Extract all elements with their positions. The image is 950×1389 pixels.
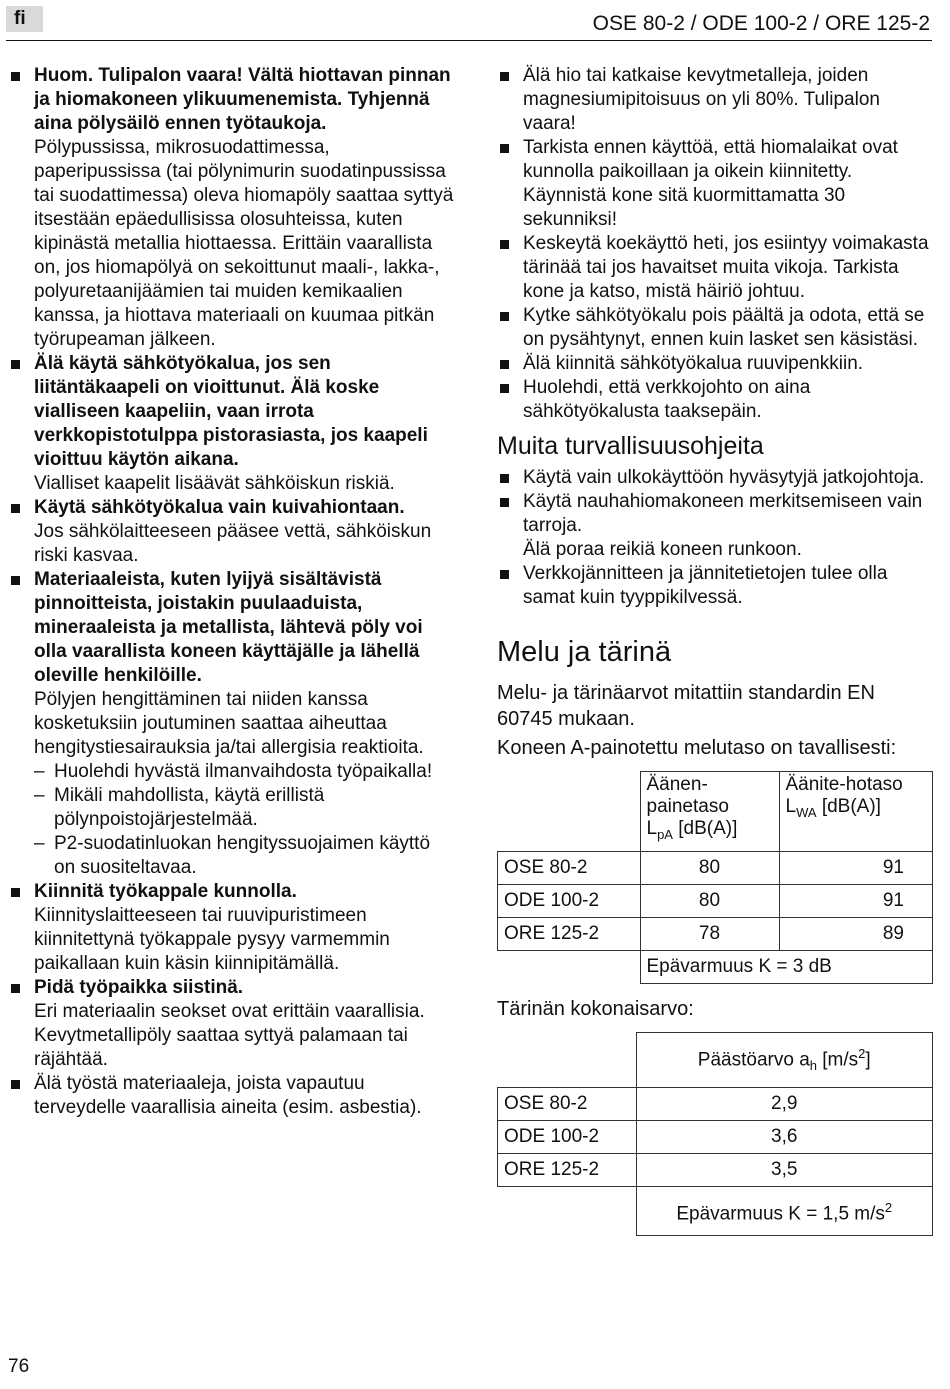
item-text: Jos sähkölaitteeseen pääsee vettä, sähköiskun riski kasvaa. xyxy=(34,521,432,566)
dash-item xyxy=(34,784,456,832)
table-row xyxy=(498,851,933,884)
safety-item xyxy=(497,64,933,136)
table-cell-value: 80 xyxy=(640,851,779,884)
item-bold-text: Pidä työpaikka siistinä. xyxy=(34,977,244,998)
item-text: Eri materiaalin seokset ovat erittäin vaarallisia. Kevytmetallipöly saattaa syttyä palamaan tai räjähtää. xyxy=(34,1001,425,1070)
table-cell-value: 78 xyxy=(640,917,779,950)
item-text: Tarkista ennen käyttöä, että hiomalaikat ovat kunnolla paikoillaan ja oikein kiinnitetty. Käynnistä kone sitä kuormittamatta 30 sekunniksi! xyxy=(523,137,898,230)
table-row xyxy=(498,1186,933,1235)
table-cell-value: 91 xyxy=(779,851,933,884)
item-bold-text: Materiaaleista, kuten lyijyä sisältävistä pinnoitteista, joistakin puulaaduista, mineraaleista ja metallista, lähtevä pöly voi olla vaarallista koneen käyttäjälle ja lähellä oleville henkilöille. xyxy=(34,569,423,686)
safety-item xyxy=(497,376,933,424)
table-cell-value: 2,9 xyxy=(636,1087,933,1120)
header-unit: [m/s xyxy=(817,1049,859,1071)
table-cell-model: OSE 80-2 xyxy=(498,851,641,884)
table-cell-model: ORE 125-2 xyxy=(498,917,641,950)
table-cell-model: ODE 100-2 xyxy=(498,1120,637,1153)
safety-item xyxy=(8,568,456,880)
uncertainty-superscript: 2 xyxy=(884,1199,893,1215)
safety-item xyxy=(8,1072,456,1120)
header-superscript: 2 xyxy=(858,1045,866,1061)
header-subscript: h xyxy=(809,1057,817,1073)
safety-item xyxy=(497,562,933,610)
bullet-icon xyxy=(500,384,509,393)
header-unit: [dB(A)] xyxy=(816,796,881,817)
table-cell-empty xyxy=(498,772,641,852)
item-text: Kytke sähkötyökalu pois päältä ja odota, että se on pysähtynyt, ennen kuin lasket sen käsistäsi. xyxy=(523,305,925,350)
safety-item xyxy=(497,136,933,232)
table-cell-value: 89 xyxy=(779,917,933,950)
header-subscript: pA xyxy=(657,826,673,842)
table-cell-value: 91 xyxy=(779,884,933,917)
dash-mark: – xyxy=(34,761,45,782)
table-header-row xyxy=(498,1032,933,1087)
dash-mark: – xyxy=(34,833,45,854)
table-row xyxy=(498,1153,933,1186)
item-text: Pölypussissa, mikrosuodattimessa, paperipussissa (tai pölynimurin suodatinpussissa tai suodattimessa) oleva hiomapöly saattaa syttyä itsestään epäedullisissa olosuhteissa, kuten kipinästä metallia hiottaessa. Erittäin vaarallista on, jos hiomapölyä on sekoittunut maali-, lakka-, polyuretaanijäämien tai muiden kemikaalien kanssa, ja hiottava materiaali on kuumaa pitkän työrupeaman jälkeen. xyxy=(34,137,454,350)
header-label: Äänen-painetaso xyxy=(646,774,729,817)
header-divider xyxy=(6,40,932,41)
header-bracket: ] xyxy=(865,1049,871,1071)
safety-item xyxy=(8,352,456,496)
safety-item xyxy=(497,352,933,376)
uncertainty-text: Epävarmuus K = 1,5 m/s xyxy=(676,1203,885,1225)
header-label: Äänite-hotaso xyxy=(785,774,903,795)
table-row xyxy=(498,884,933,917)
dash-item xyxy=(34,832,456,880)
item-text: Älä työstä materiaaleja, joista vapautuu terveydelle vaarallisia aineita (esim. asbestia). xyxy=(34,1073,422,1118)
dash-item xyxy=(34,760,456,784)
bullet-icon xyxy=(500,312,509,321)
right-column xyxy=(497,64,933,1236)
table-cell-uncertainty: Epävarmuus K = 3 dB xyxy=(640,950,933,983)
item-text: Pölyjen hengittäminen tai niiden kanssa kosketuksiin joutuminen saattaa aiheuttaa hengitystiesairauksia ja/tai allergisia reaktioita. xyxy=(34,689,424,758)
bullet-icon xyxy=(500,72,509,81)
bullet-icon xyxy=(11,984,20,993)
table-header-row xyxy=(498,772,933,852)
table-cell-model: ODE 100-2 xyxy=(498,884,641,917)
section-heading-noise-vibration: Melu ja tärinä xyxy=(497,636,672,668)
header-label: Päästöarvo a xyxy=(697,1049,810,1071)
page-number: 76 xyxy=(8,1356,30,1377)
dash-item-text: Mikäli mahdollista, käytä erillistä pölynpoistojärjestelmää. xyxy=(54,785,325,830)
table-cell-empty xyxy=(498,1186,637,1235)
header-subscript: WA xyxy=(796,804,817,820)
table-cell-value: 80 xyxy=(640,884,779,917)
noise-table xyxy=(497,771,933,984)
item-bold-text: Käytä sähkötyökalua vain kuivahiontaan. xyxy=(34,497,405,518)
safety-item xyxy=(497,490,933,562)
item-text: Älä poraa reikiä koneen runkoon. xyxy=(523,539,802,560)
table-header-cell xyxy=(636,1032,933,1087)
bullet-icon xyxy=(11,360,20,369)
table-cell-uncertainty xyxy=(636,1186,933,1235)
table-cell-empty xyxy=(498,950,641,983)
header-unit: [dB(A)] xyxy=(672,818,738,839)
table-row xyxy=(498,917,933,950)
safety-item xyxy=(497,232,933,304)
item-text: Älä hio tai katkaise kevytmetalleja, joiden magnesiumipitoisuus on yli 80%. Tulipalon vaara! xyxy=(523,65,880,134)
dash-item-text: P2-suodatinluokan hengityssuojaimen käyttö on suositeltavaa. xyxy=(54,833,431,878)
table-row xyxy=(498,1087,933,1120)
left-column xyxy=(8,64,456,1120)
safety-item xyxy=(8,496,456,568)
table-cell-value: 3,5 xyxy=(636,1153,933,1186)
bullet-icon xyxy=(11,72,20,81)
item-bold-text: Kiinnitä työkappale kunnolla. xyxy=(34,881,297,902)
table-header-cell xyxy=(640,772,779,852)
bullet-icon xyxy=(500,240,509,249)
bullet-icon xyxy=(500,498,509,507)
dash-mark: – xyxy=(34,785,45,806)
table-row xyxy=(498,950,933,983)
bullet-icon xyxy=(11,576,20,585)
bullet-icon xyxy=(500,570,509,579)
bullet-icon xyxy=(500,360,509,369)
section-heading-other-safety: Muita turvallisuusohjeita xyxy=(497,432,764,460)
bullet-icon xyxy=(500,144,509,153)
page-header-title: OSE 80-2 / ODE 100-2 / ORE 125-2 xyxy=(592,12,930,35)
paragraph: Tärinän kokonaisarvo: xyxy=(497,997,694,1020)
language-tab: fi xyxy=(6,6,43,32)
table-row xyxy=(498,1120,933,1153)
bullet-icon xyxy=(11,504,20,513)
safety-item xyxy=(497,304,933,352)
safety-item xyxy=(497,466,933,490)
paragraph: Melu- ja tärinäarvot mitattiin standardin EN 60745 mukaan. xyxy=(497,682,875,730)
item-bold-text: Älä käytä sähkötyökalua, jos sen liitäntäkaapeli on vioittunut. Älä koske vialliseen kaapeliin, vaan irrota verkkopistotulppa pistorasiasta, jos kaapeli vioittuu käytön aikana. xyxy=(34,353,428,470)
table-header-cell xyxy=(779,772,933,852)
item-text: Älä kiinnitä sähkötyökalua ruuvipenkkiin. xyxy=(523,353,864,374)
bullet-icon xyxy=(11,1080,20,1089)
table-cell-model: ORE 125-2 xyxy=(498,1153,637,1186)
paragraph: Koneen A-painotettu melutaso on tavallisesti: xyxy=(497,737,897,759)
item-text: Käytä nauhahiomakoneen merkitsemiseen vain tarroja. xyxy=(523,491,923,536)
table-cell-model: OSE 80-2 xyxy=(498,1087,637,1120)
item-text: Käytä vain ulkokäyttöön hyväsytyjä jatkojohtoja. xyxy=(523,467,925,488)
vibration-table xyxy=(497,1032,933,1236)
table-cell-empty xyxy=(498,1032,637,1087)
item-text: Keskeytä koekäyttö heti, jos esiintyy voimakasta tärinää tai jos havaitset muita vikoja. Tarkista kone ja katso, mistä häiriö johtuu. xyxy=(523,233,929,302)
bullet-icon xyxy=(500,474,509,483)
item-text: Verkkojännitteen ja jännitetietojen tulee olla samat kuin tyyppikilvessä. xyxy=(523,563,888,608)
safety-item xyxy=(8,976,456,1072)
bullet-icon xyxy=(11,888,20,897)
safety-item xyxy=(8,880,456,976)
item-bold-text: Huom. Tulipalon vaara! Vältä hiottavan pinnan ja hiomakoneen ylikuumenemista. Tyhjennä aina pölysäilö ennen työtaukoja. xyxy=(34,65,451,134)
header-symbol: L xyxy=(785,796,797,817)
header-symbol: L xyxy=(646,818,658,839)
safety-item xyxy=(8,64,456,352)
item-text: Huolehdi, että verkkojohto on aina sähkötyökalusta taaksepäin. xyxy=(523,377,811,422)
table-cell-value: 3,6 xyxy=(636,1120,933,1153)
item-text: Kiinnityslaitteeseen tai ruuvipuristimeen kiinnitettynä työkappale pysyy varmemmin paikallaan kuin käsin kiinnipitämällä. xyxy=(34,905,390,974)
dash-item-text: Huolehdi hyvästä ilmanvaihdosta työpaikalla! xyxy=(54,761,433,782)
item-text: Vialliset kaapelit lisäävät sähköiskun riskiä. xyxy=(34,473,395,494)
